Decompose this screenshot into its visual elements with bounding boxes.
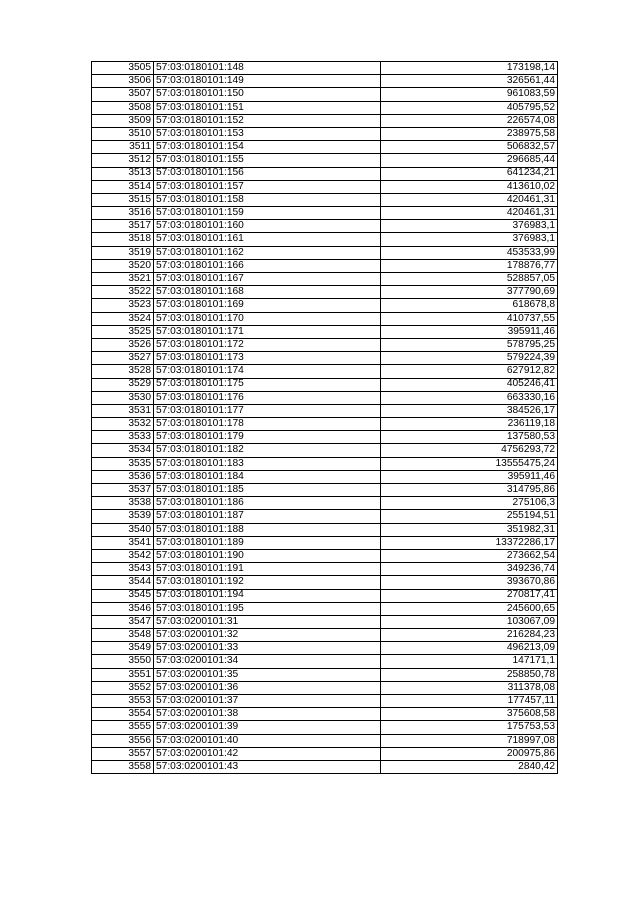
cadastral-number-cell: 57:03:0200101:36 [154, 681, 381, 694]
table-row [92, 721, 558, 734]
cadastral-value-cell: 236119,18 [381, 418, 558, 431]
cadastral-number-cell: 57:03:0180101:166 [154, 259, 381, 272]
cadastral-value-table [91, 61, 558, 774]
cadastral-number-cell: 57:03:0180101:184 [154, 470, 381, 483]
cadastral-value-cell: 420461,31 [381, 207, 558, 220]
row-number-cell: 3550 [92, 655, 154, 668]
table-row [92, 378, 558, 391]
table-row [92, 629, 558, 642]
cadastral-value-cell: 395911,46 [381, 325, 558, 338]
cadastral-value-cell: 453533,99 [381, 246, 558, 259]
cadastral-value-cell: 375608,58 [381, 708, 558, 721]
table-row [92, 747, 558, 760]
cadastral-value-cell: 413610,02 [381, 180, 558, 193]
row-number-cell: 3515 [92, 193, 154, 206]
cadastral-number-cell: 57:03:0180101:195 [154, 602, 381, 615]
table-row [92, 338, 558, 351]
cadastral-number-cell: 57:03:0180101:150 [154, 88, 381, 101]
cadastral-number-cell: 57:03:0200101:35 [154, 668, 381, 681]
row-number-cell: 3547 [92, 615, 154, 628]
cadastral-number-cell: 57:03:0180101:194 [154, 589, 381, 602]
cadastral-number-cell: 57:03:0180101:192 [154, 576, 381, 589]
row-number-cell: 3532 [92, 418, 154, 431]
table-row [92, 259, 558, 272]
table-row [92, 404, 558, 417]
cadastral-value-cell: 275106,3 [381, 497, 558, 510]
cadastral-value-cell: 296685,44 [381, 154, 558, 167]
cadastral-number-cell: 57:03:0200101:31 [154, 615, 381, 628]
cadastral-number-cell: 57:03:0180101:188 [154, 523, 381, 536]
cadastral-value-cell: 103067,09 [381, 615, 558, 628]
cadastral-value-cell: 226574,08 [381, 114, 558, 127]
cadastral-value-cell: 641234,21 [381, 167, 558, 180]
cadastral-value-cell: 377790,69 [381, 286, 558, 299]
table-row [92, 760, 558, 773]
row-number-cell: 3521 [92, 273, 154, 286]
cadastral-value-cell: 311378,08 [381, 681, 558, 694]
row-number-cell: 3548 [92, 629, 154, 642]
cadastral-number-cell: 57:03:0180101:179 [154, 431, 381, 444]
table-row [92, 220, 558, 233]
cadastral-value-cell: 663330,16 [381, 391, 558, 404]
table-row [92, 101, 558, 114]
row-number-cell: 3526 [92, 338, 154, 351]
row-number-cell: 3541 [92, 536, 154, 549]
cadastral-number-cell: 57:03:0180101:176 [154, 391, 381, 404]
cadastral-value-cell: 410737,55 [381, 312, 558, 325]
row-number-cell: 3558 [92, 760, 154, 773]
cadastral-value-cell: 314795,86 [381, 484, 558, 497]
row-number-cell: 3511 [92, 141, 154, 154]
row-number-cell: 3507 [92, 88, 154, 101]
cadastral-value-cell: 270817,41 [381, 589, 558, 602]
cadastral-number-cell: 57:03:0180101:178 [154, 418, 381, 431]
cadastral-value-cell: 578795,25 [381, 338, 558, 351]
row-number-cell: 3510 [92, 127, 154, 140]
cadastral-value-cell: 384526,17 [381, 404, 558, 417]
row-number-cell: 3551 [92, 668, 154, 681]
row-number-cell: 3528 [92, 365, 154, 378]
cadastral-number-cell: 57:03:0180101:161 [154, 233, 381, 246]
cadastral-value-cell: 255194,51 [381, 510, 558, 523]
cadastral-number-cell: 57:03:0180101:156 [154, 167, 381, 180]
cadastral-value-cell: 506832,57 [381, 141, 558, 154]
cadastral-number-cell: 57:03:0180101:149 [154, 75, 381, 88]
row-number-cell: 3529 [92, 378, 154, 391]
cadastral-number-cell: 57:03:0180101:158 [154, 193, 381, 206]
cadastral-number-cell: 57:03:0180101:160 [154, 220, 381, 233]
table-row [92, 695, 558, 708]
row-number-cell: 3531 [92, 404, 154, 417]
row-number-cell: 3539 [92, 510, 154, 523]
row-number-cell: 3530 [92, 391, 154, 404]
cadastral-number-cell: 57:03:0180101:191 [154, 563, 381, 576]
cadastral-value-cell: 177457,11 [381, 695, 558, 708]
table-row [92, 655, 558, 668]
table-row [92, 484, 558, 497]
cadastral-value-cell: 579224,39 [381, 352, 558, 365]
table-row [92, 497, 558, 510]
table-row [92, 602, 558, 615]
cadastral-value-cell: 13372286,17 [381, 536, 558, 549]
row-number-cell: 3545 [92, 589, 154, 602]
cadastral-number-cell: 57:03:0200101:43 [154, 760, 381, 773]
cadastral-number-cell: 57:03:0180101:167 [154, 273, 381, 286]
cadastral-number-cell: 57:03:0200101:40 [154, 734, 381, 747]
cadastral-value-cell: 216284,23 [381, 629, 558, 642]
cadastral-number-cell: 57:03:0180101:186 [154, 497, 381, 510]
table-row [92, 444, 558, 457]
table-row [92, 233, 558, 246]
table-row [92, 734, 558, 747]
cadastral-number-cell: 57:03:0180101:162 [154, 246, 381, 259]
table-row [92, 114, 558, 127]
row-number-cell: 3512 [92, 154, 154, 167]
cadastral-value-cell: 173198,14 [381, 62, 558, 75]
table-row [92, 615, 558, 628]
cadastral-value-cell: 238975,58 [381, 127, 558, 140]
row-number-cell: 3546 [92, 602, 154, 615]
cadastral-number-cell: 57:03:0180101:171 [154, 325, 381, 338]
cadastral-value-cell: 4756293,72 [381, 444, 558, 457]
cadastral-number-cell: 57:03:0180101:175 [154, 378, 381, 391]
row-number-cell: 3506 [92, 75, 154, 88]
row-number-cell: 3517 [92, 220, 154, 233]
cadastral-value-cell: 147171,1 [381, 655, 558, 668]
cadastral-value-cell: 376983,1 [381, 233, 558, 246]
table-row [92, 299, 558, 312]
cadastral-value-cell: 393670,86 [381, 576, 558, 589]
cadastral-number-cell: 57:03:0180101:148 [154, 62, 381, 75]
table-row [92, 325, 558, 338]
cadastral-number-cell: 57:03:0200101:39 [154, 721, 381, 734]
table-row [92, 88, 558, 101]
table-row [92, 62, 558, 75]
table-row [92, 681, 558, 694]
table-row [92, 418, 558, 431]
table-body [92, 62, 558, 774]
table-row [92, 365, 558, 378]
table-row [92, 312, 558, 325]
table-row [92, 642, 558, 655]
cadastral-number-cell: 57:03:0200101:38 [154, 708, 381, 721]
cadastral-number-cell: 57:03:0180101:155 [154, 154, 381, 167]
row-number-cell: 3557 [92, 747, 154, 760]
table-row [92, 563, 558, 576]
table-row [92, 549, 558, 562]
cadastral-value-cell: 420461,31 [381, 193, 558, 206]
row-number-cell: 3536 [92, 470, 154, 483]
cadastral-value-cell: 13555475,24 [381, 457, 558, 470]
table-row [92, 141, 558, 154]
cadastral-value-cell: 273662,54 [381, 549, 558, 562]
row-number-cell: 3516 [92, 207, 154, 220]
table-row [92, 127, 558, 140]
cadastral-number-cell: 57:03:0180101:153 [154, 127, 381, 140]
cadastral-number-cell: 57:03:0180101:173 [154, 352, 381, 365]
table-row [92, 536, 558, 549]
cadastral-number-cell: 57:03:0180101:152 [154, 114, 381, 127]
cadastral-number-cell: 57:03:0200101:33 [154, 642, 381, 655]
cadastral-value-cell: 405795,52 [381, 101, 558, 114]
table-row [92, 523, 558, 536]
row-number-cell: 3542 [92, 549, 154, 562]
cadastral-value-cell: 351982,31 [381, 523, 558, 536]
cadastral-number-cell: 57:03:0200101:34 [154, 655, 381, 668]
table-row [92, 207, 558, 220]
row-number-cell: 3555 [92, 721, 154, 734]
cadastral-value-cell: 178876,77 [381, 259, 558, 272]
cadastral-number-cell: 57:03:0180101:189 [154, 536, 381, 549]
table-row [92, 576, 558, 589]
cadastral-number-cell: 57:03:0180101:183 [154, 457, 381, 470]
cadastral-number-cell: 57:03:0180101:177 [154, 404, 381, 417]
row-number-cell: 3518 [92, 233, 154, 246]
table-row [92, 352, 558, 365]
table-row [92, 167, 558, 180]
cadastral-value-cell: 618678,8 [381, 299, 558, 312]
table-row [92, 431, 558, 444]
row-number-cell: 3524 [92, 312, 154, 325]
row-number-cell: 3538 [92, 497, 154, 510]
cadastral-number-cell: 57:03:0200101:37 [154, 695, 381, 708]
table-row [92, 193, 558, 206]
row-number-cell: 3527 [92, 352, 154, 365]
cadastral-number-cell: 57:03:0180101:185 [154, 484, 381, 497]
row-number-cell: 3540 [92, 523, 154, 536]
row-number-cell: 3554 [92, 708, 154, 721]
table-row [92, 75, 558, 88]
row-number-cell: 3509 [92, 114, 154, 127]
cadastral-value-cell: 200975,86 [381, 747, 558, 760]
row-number-cell: 3534 [92, 444, 154, 457]
cadastral-number-cell: 57:03:0180101:172 [154, 338, 381, 351]
row-number-cell: 3508 [92, 101, 154, 114]
cadastral-value-cell: 405246,41 [381, 378, 558, 391]
row-number-cell: 3556 [92, 734, 154, 747]
table-row [92, 180, 558, 193]
row-number-cell: 3535 [92, 457, 154, 470]
cadastral-value-cell: 245600,65 [381, 602, 558, 615]
row-number-cell: 3537 [92, 484, 154, 497]
cadastral-number-cell: 57:03:0180101:182 [154, 444, 381, 457]
table-row [92, 668, 558, 681]
row-number-cell: 3513 [92, 167, 154, 180]
cadastral-number-cell: 57:03:0180101:170 [154, 312, 381, 325]
row-number-cell: 3544 [92, 576, 154, 589]
cadastral-number-cell: 57:03:0180101:169 [154, 299, 381, 312]
cadastral-value-cell: 528857,05 [381, 273, 558, 286]
table-row [92, 708, 558, 721]
cadastral-value-cell: 258850,78 [381, 668, 558, 681]
cadastral-value-cell: 2840,42 [381, 760, 558, 773]
row-number-cell: 3520 [92, 259, 154, 272]
cadastral-number-cell: 57:03:0180101:159 [154, 207, 381, 220]
cadastral-value-cell: 718997,08 [381, 734, 558, 747]
cadastral-number-cell: 57:03:0180101:190 [154, 549, 381, 562]
table-row [92, 510, 558, 523]
table-row [92, 154, 558, 167]
cadastral-number-cell: 57:03:0180101:154 [154, 141, 381, 154]
table-row [92, 457, 558, 470]
cadastral-number-cell: 57:03:0180101:151 [154, 101, 381, 114]
cadastral-value-cell: 326561,44 [381, 75, 558, 88]
cadastral-number-cell: 57:03:0180101:168 [154, 286, 381, 299]
cadastral-value-cell: 627912,82 [381, 365, 558, 378]
row-number-cell: 3543 [92, 563, 154, 576]
cadastral-value-cell: 395911,46 [381, 470, 558, 483]
cadastral-value-cell: 349236,74 [381, 563, 558, 576]
row-number-cell: 3523 [92, 299, 154, 312]
cadastral-number-cell: 57:03:0180101:174 [154, 365, 381, 378]
table-row [92, 246, 558, 259]
row-number-cell: 3505 [92, 62, 154, 75]
table-row [92, 470, 558, 483]
cadastral-value-cell: 496213,09 [381, 642, 558, 655]
cadastral-value-cell: 175753,53 [381, 721, 558, 734]
table-row [92, 273, 558, 286]
cadastral-number-cell: 57:03:0200101:42 [154, 747, 381, 760]
row-number-cell: 3553 [92, 695, 154, 708]
row-number-cell: 3514 [92, 180, 154, 193]
table-row [92, 391, 558, 404]
cadastral-value-cell: 961083,59 [381, 88, 558, 101]
row-number-cell: 3533 [92, 431, 154, 444]
row-number-cell: 3552 [92, 681, 154, 694]
cadastral-number-cell: 57:03:0180101:187 [154, 510, 381, 523]
table-row [92, 589, 558, 602]
table-row [92, 286, 558, 299]
cadastral-value-cell: 376983,1 [381, 220, 558, 233]
cadastral-value-cell: 137580,53 [381, 431, 558, 444]
cadastral-number-cell: 57:03:0200101:32 [154, 629, 381, 642]
row-number-cell: 3525 [92, 325, 154, 338]
row-number-cell: 3522 [92, 286, 154, 299]
row-number-cell: 3549 [92, 642, 154, 655]
cadastral-number-cell: 57:03:0180101:157 [154, 180, 381, 193]
row-number-cell: 3519 [92, 246, 154, 259]
